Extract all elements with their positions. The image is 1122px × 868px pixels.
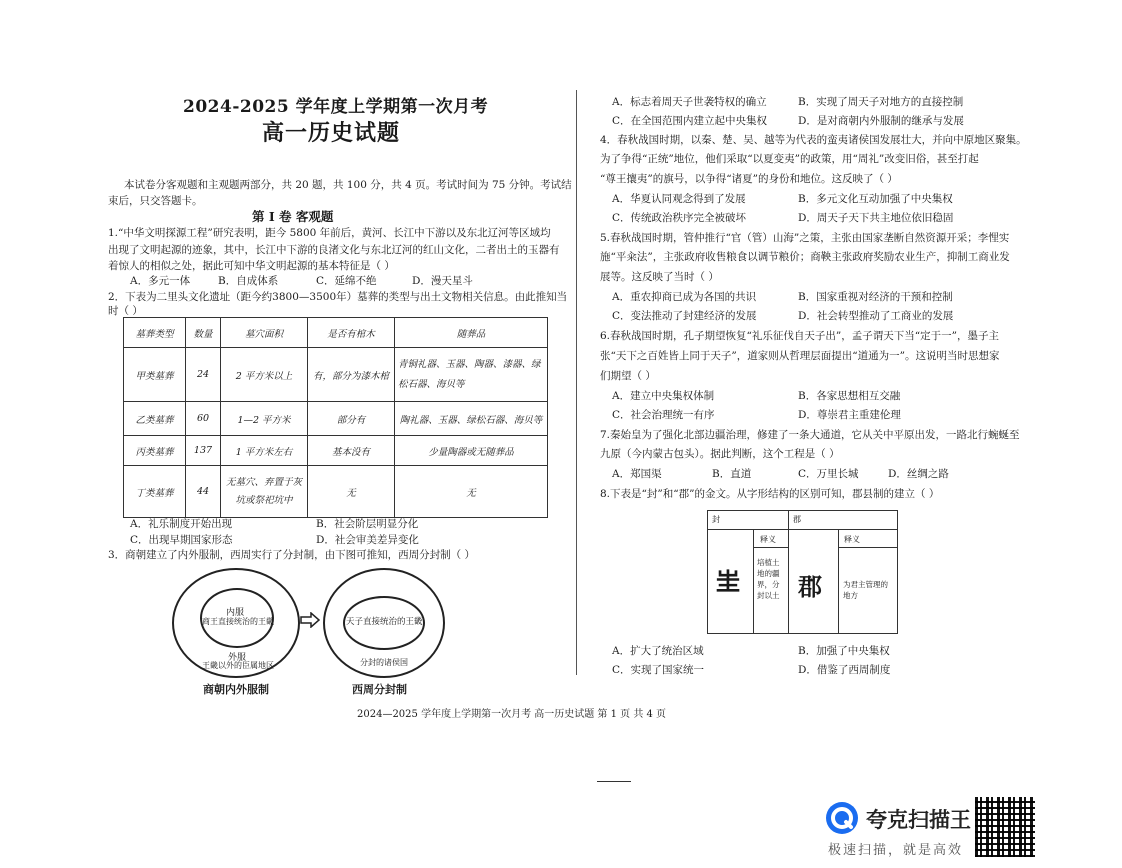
q4-option-b: B．多元文化互动加强了中央集权 xyxy=(798,193,953,205)
q4-option-c: C．传统政治秩序完全被破坏 xyxy=(612,212,747,224)
q2-option-c: C．出现早期国家形态 xyxy=(130,534,233,546)
section-title: 第 Ⅰ 卷 客观题 xyxy=(252,209,334,224)
q5-line-2: 施“平籴法”，主张政府收售粮食以调节粮价；商鞅主张政府奖励农业生产，抑制工商业发 xyxy=(600,251,1010,263)
outer-label-zhou: 分封的诸侯国 xyxy=(360,658,408,667)
table-header-cell: 随葬品 xyxy=(395,318,548,348)
q5-option-c: C．变法推动了封建经济的发展 xyxy=(612,310,757,322)
table-cell: 无墓穴、弃置于灰坑或祭祀坑中 xyxy=(221,466,308,518)
q5-option-a: A．重农抑商已成为各国的共识 xyxy=(612,291,757,303)
outer-label-shang-1: 外服 xyxy=(228,653,247,663)
q7-option-a: A．郑国渠 xyxy=(612,468,662,480)
brand-name: 夸克扫描王 xyxy=(866,808,971,832)
exam-title: 2024-2025 学年度上学期第一次月考 xyxy=(183,97,489,117)
qr-code-icon xyxy=(975,797,1035,857)
q1-option-b: B．自成体系 xyxy=(218,275,279,287)
q8-option-b: B．加强了中央集权 xyxy=(798,645,890,657)
table-cell: 丁类墓葬 xyxy=(124,466,186,518)
q7-option-b: B．直道 xyxy=(712,468,752,480)
q3-option-b: B．实现了周天子对地方的直接控制 xyxy=(798,96,964,108)
q1-option-d: D．漫天星斗 xyxy=(412,275,473,287)
q8-option-a: A．扩大了统治区域 xyxy=(612,645,704,657)
table-cell: 44 xyxy=(186,466,221,518)
inner-label-zhou: 天子直接统治的王畿 xyxy=(346,617,423,627)
sub-head-1: 释义 xyxy=(760,535,776,544)
meaning-jun: 为君主管理的地方 xyxy=(843,580,888,600)
inner-label-shang-1: 内服 xyxy=(226,608,245,618)
q1-option-c: C．延绵不绝 xyxy=(316,275,377,287)
table-cell: 丙类墓葬 xyxy=(124,436,186,466)
burial-table xyxy=(123,317,548,518)
col-head-jun: 郡 xyxy=(793,515,801,524)
q7-option-d: D．丝绸之路 xyxy=(888,468,949,480)
table-cell: 部分有 xyxy=(308,402,395,436)
arrow-icon xyxy=(300,612,320,632)
q1-line-3: 着惊人的相似之处，据此可知中华文明起源的基本特征是（ ） xyxy=(108,260,395,272)
q6-line-2: 张“天下之百姓皆上同于天子”，道家则从哲理层面提出“道通为一”。这说明当时思想家 xyxy=(600,350,1000,362)
q6-option-c: C．社会治理统一有序 xyxy=(612,409,715,421)
q7-line-2: 九原（今内蒙古包头）。据此判断，这个工程是（ ） xyxy=(600,448,840,460)
q3-line-1: 3．商朝建立了内外服制，西周实行了分封制，由下图可推知，西周分封制（ ） xyxy=(108,549,476,561)
footer-dash xyxy=(597,781,631,782)
table-row xyxy=(124,402,548,436)
table-cell: 60 xyxy=(186,402,221,436)
exam-subtitle: 高一历史试题 xyxy=(262,120,401,146)
q3-option-d: D．是对商朝内外服制的继承与发展 xyxy=(798,115,964,127)
q3-option-c: C．在全国范围内建立起中央集权 xyxy=(612,115,768,127)
page-footer: 2024—2025 学年度上学期第一次月考 高一历史试题 第 1 页 共 4 页 xyxy=(357,709,667,720)
caption-zhou: 西周分封制 xyxy=(352,683,407,696)
q4-line-1: 4．春秋战国时期，以秦、楚、吴、越等为代表的蛮夷诸侯国发展壮大，并向中原地区聚集。 xyxy=(600,134,1027,146)
q4-option-d: D．周天子天下共主地位依旧稳固 xyxy=(798,212,954,224)
q5-option-b: B．国家重视对经济的干预和控制 xyxy=(798,291,953,303)
q5-option-d: D．社会转型推动了工商业的发展 xyxy=(798,310,954,322)
table-row xyxy=(124,436,548,466)
q6-line-3: 们期望（ ） xyxy=(600,370,656,382)
q2-option-d: D．社会审美差异变化 xyxy=(316,534,419,546)
q4-line-2: 为了争得“正统”地位，他们采取“以夏变夷”的政策，用“周礼”改变旧俗，甚至打起 xyxy=(600,153,979,165)
table-cell: 陶礼器、玉器、绿松石器、海贝等 xyxy=(395,402,548,436)
q8-option-d: D．借鉴了西周制度 xyxy=(798,664,891,676)
q6-option-d: D．尊崇君主重建伦理 xyxy=(798,409,901,421)
table-cell: 基本没有 xyxy=(308,436,395,466)
outer-label-shang-2: 王畿以外的臣属地区 xyxy=(202,661,274,670)
q6-option-b: B．各家思想相互交融 xyxy=(798,390,901,402)
table-cell: 137 xyxy=(186,436,221,466)
table-cell: 无 xyxy=(308,466,395,518)
table-header-cell: 墓葬类型 xyxy=(124,318,186,348)
table-cell: 1—2 平方米 xyxy=(221,402,308,436)
table-cell: 青铜礼器、玉器、陶器、漆器、绿松石器、海贝等 xyxy=(395,348,548,402)
brand-slogan: 极速扫描，就是高效 xyxy=(828,843,964,858)
table-cell: 24 xyxy=(186,348,221,402)
intro-line-2: 束后，只交答题卡。 xyxy=(108,195,203,207)
table-header-cell: 是否有棺木 xyxy=(308,318,395,348)
q1-line-1: 1.“中华文明探源工程”研究表明，距今 5800 年前后，黄河、长江中下游以及东北辽河等区域均 xyxy=(108,227,551,239)
table-header-cell: 墓穴面积 xyxy=(221,318,308,348)
glyph-jun: 郡 xyxy=(798,572,822,601)
table-cell: 甲类墓葬 xyxy=(124,348,186,402)
q8-line-1: 8.下表是“封”和“郡”的金文。从字形结构的区别可知，郡县制的建立（ ） xyxy=(600,488,940,500)
q2-line-1: 2．下表为二里头文化遗址（距今约3800—3500年）墓葬的类型与出土文物相关信息。由此推知当 xyxy=(108,291,568,303)
q6-option-a: A．建立中央集权体制 xyxy=(612,390,715,402)
q7-line-1: 7.秦始皇为了强化北部边疆治理，修建了一条大通道，它从关中平原出发，一路北行蜿蜒至 xyxy=(600,429,1020,441)
table-header-cell: 数量 xyxy=(186,318,221,348)
q2-line-2: 时（ ） xyxy=(108,305,143,317)
table-cell: 无 xyxy=(395,466,548,518)
sub-head-2: 释义 xyxy=(844,535,860,544)
caption-shang: 商朝内外服制 xyxy=(203,683,269,696)
q7-option-c: C．万里长城 xyxy=(798,468,859,480)
table-cell: 少量陶器或无随葬品 xyxy=(395,436,548,466)
table-cell: 2 平方米以上 xyxy=(221,348,308,402)
meaning-feng: 培植土地的疆界，分封以土 xyxy=(757,558,780,600)
q2-option-b: B．社会阶层明显分化 xyxy=(316,518,419,530)
table-cell: 有，部分为漆木棺 xyxy=(308,348,395,402)
table-cell: 1 平方米左右 xyxy=(221,436,308,466)
q4-line-3: “尊王攘夷”的旗号，以争得“诸夏”的身份和地位。这反映了（ ） xyxy=(600,173,898,185)
q2-option-a: A．礼乐制度开始出现 xyxy=(130,518,233,530)
inscription-table xyxy=(707,510,898,634)
q6-line-1: 6.春秋战国时期，孔子期望恢复“礼乐征伐自天子出”，孟子谓天下当“定于一”，墨子主 xyxy=(600,330,999,342)
q1-line-2: 出现了文明起源的迹象，其中，长江中下游的良渚文化与东北辽河的红山文化，二者出土的玉器有 xyxy=(108,244,560,256)
column-divider xyxy=(576,90,577,675)
table-row xyxy=(124,466,548,518)
table-row xyxy=(124,348,548,402)
quark-logo-icon xyxy=(826,802,858,834)
q8-option-c: C．实现了国家统一 xyxy=(612,664,705,676)
q5-line-3: 展等。这反映了当时（ ） xyxy=(600,271,719,283)
intro-line-1: 本试卷分客观题和主观题两部分，共 20 题，共 100 分，共 4 页。考试时间为 75 分钟。考试结 xyxy=(124,179,572,191)
q5-line-1: 5.春秋战国时期，管仲推行“官（管）山海”之策，主张由国家垄断自然资源开采；李悝实 xyxy=(600,232,1010,244)
q1-option-a: A．多元一体 xyxy=(130,275,191,287)
q4-option-a: A．华夏认同观念得到了发展 xyxy=(612,193,746,205)
table-cell: 乙类墓葬 xyxy=(124,402,186,436)
inner-label-shang-2: 商王直接统治的王畿 xyxy=(202,617,274,626)
col-head-feng: 封 xyxy=(712,515,720,524)
q3-option-a: A．标志着周天子世袭特权的确立 xyxy=(612,96,767,108)
glyph-feng: 𡉚 xyxy=(716,567,740,596)
